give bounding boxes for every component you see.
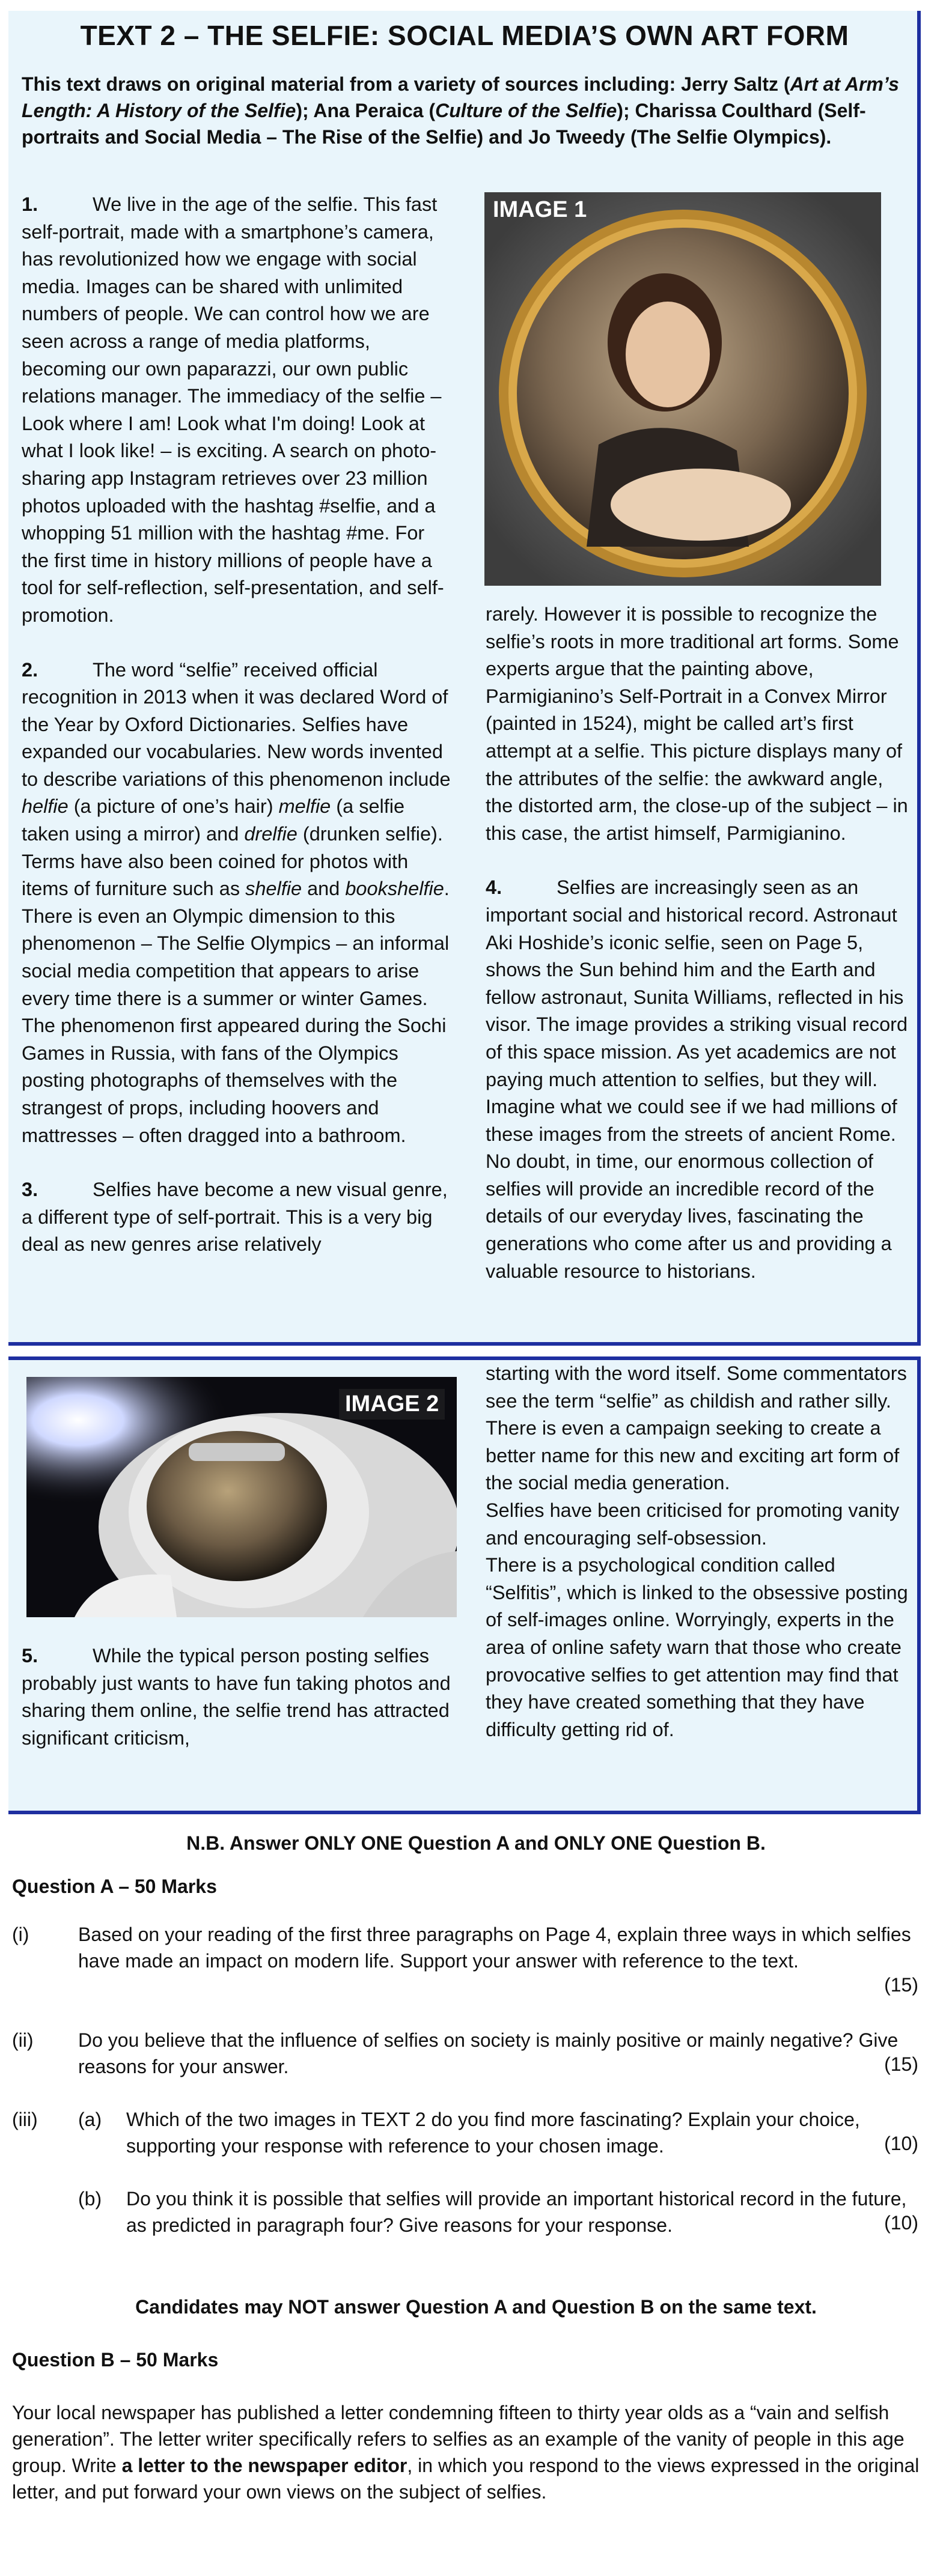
intro-sources <box>22 71 905 150</box>
paragraph-number: 4. <box>486 876 502 899</box>
intro-lead: This text draws on original material from a variety of sources including: Jerry Saltz ( <box>22 73 790 95</box>
left-column <box>22 1642 453 1752</box>
image-1-label: IMAGE 1 <box>493 197 587 222</box>
paragraph-text: . There is even an Olympic dimension to this phenomenon – The Selfie Olympics – an informal social media competition that appears to arise every time there is a summer or winter Games. The phenomenon first appeared during the Sochi Games in Russia, with fans of the Olympics posting photographs of themselves with the strangest of props, including hoovers and mattresses – often dragged into a bathroom. <box>22 878 450 1146</box>
right-column <box>486 601 909 1285</box>
paragraph-number: 3. <box>22 1179 38 1201</box>
question-iii-number: (iii) <box>12 2109 38 2130</box>
paragraph-5-continued-3 <box>486 1552 909 1743</box>
question-iii-b-number: (b) <box>78 2188 102 2210</box>
question-iii-b-marks: (10) <box>884 2212 918 2234</box>
question-b-text-bold: a letter to the newspaper editor <box>121 2455 407 2476</box>
paragraph-text: There is a psychological condition called “Selfitis”, which is linked to the obsessive posting of self-images online. Worryingly, experts in the area of online safety warn that those who create provocative selfies to get attention may find that they have created something that they have difficulty getting rid of. <box>486 1554 908 1740</box>
page-title: TEXT 2 – THE SELFIE: SOCIAL MEDIA’S OWN ART FORM <box>80 20 849 51</box>
question-iii-a-number: (a) <box>78 2109 102 2130</box>
paragraph-number: 1. <box>22 193 38 215</box>
text-panel-page-4 <box>8 11 921 1346</box>
paragraph-number: 5. <box>22 1645 38 1666</box>
paragraph-5 <box>22 1642 453 1752</box>
paragraph-text: No doubt, in time, our enormous collection of selfies will provide an incredible record of the details of our everyday lives, fascinating the generations who come after us and providing a valuable resource to historians. <box>486 1150 892 1282</box>
intro-mid1: ); Ana Peraica ( <box>296 100 436 121</box>
question-b-heading: Question B – 50 Marks <box>12 2349 219 2371</box>
intro-book1: Art at Arm’s Length: A History of the Selfie <box>22 73 899 121</box>
paragraph-text: rarely. However it is possible to recognize the selfie’s roots in more traditional art forms. Some experts argue that the painting above, Parmigianino’s Self-Portrait in a Convex Mirror (painted in 1524), might be called art’s first attempt at a selfie. This picture displays many of the attributes of the selfie: the awkward angle, the distorted arm, the close-up of the subject – in this case, the artist himself, Parmigianino. <box>486 603 908 844</box>
question-iii-a-text: Which of the two images in TEXT 2 do you find more fascinating? Explain your choice, supporting your response with reference to your chosen image. <box>126 2109 860 2157</box>
intro-mid2: ); Charissa Coulthard (Self-portraits and Social Media – The Rise of the Selfie) and Jo Tweedy (The Selfie Olympics). <box>22 100 866 148</box>
question-b-text-b: , in which you respond to the views expressed in the original letter, and put forward your own views on the subject of selfies. <box>12 2455 920 2503</box>
paragraph-3 <box>22 1176 453 1259</box>
convex-mirror-portrait-icon <box>484 192 881 586</box>
question-a-heading: Question A – 50 Marks <box>12 1876 217 1897</box>
intro-book2: Culture of the Selfie <box>435 100 617 121</box>
question-ii-text: Do you believe that the influence of selfies on society is mainly positive or mainly negative? Give reasons for your answer. <box>78 2029 899 2077</box>
question-b-text-a: Your local newspaper has published a letter condemning fifteen to thirty year olds as a “vain and selfish generation”. The letter writer specifically refers to selfies as an example of the vanity of people in this age group. Write <box>12 2402 905 2476</box>
question-iii-a-marks: (10) <box>884 2133 918 2154</box>
paragraph-5-continued-2 <box>486 1497 909 1552</box>
paragraph-text: We live in the age of the selfie. This fast self-portrait, made with a smartphone’s camera, has revolutionized how we engage with social media. Images can be shared with unlimited numbers of people. We can control how we are seen across a range of media platforms, becoming our own paparazzi, our own public relations manager. The immediacy of the selfie – Look where I am! Look what I'm doing! Look at what I look like! – is exciting. A search on photo-sharing app Instagram retrieves over 23 million photos uploaded with the hashtag #selfie, and a whopping 51 million with the hashtag #me. For the first time in history millions of people have a tool for self-reflection, self-presentation, and self-promotion. <box>22 193 444 626</box>
paragraph-number: 2. <box>22 658 38 681</box>
nb-instruction: N.B. Answer ONLY ONE Question A and ONLY ONE Question B. <box>186 1832 766 1854</box>
paragraph-text: Selfies have become a new visual genre, a different type of self-portrait. This is a very big deal as new genres arise relatively <box>22 1179 448 1256</box>
paragraph-1 <box>22 191 453 630</box>
paragraph-text: Selfies are increasingly seen as an important social and historical record. Astronaut Aki Hoshide’s iconic selfie, seen on Page 5, shows the Sun behind him and the Earth and fellow astronaut, Sunita Williams, reflected in his visor. The image provides a striking visual record of this space mission. As yet academics are not paying much attention to selfies, but they will. Imagine what we could see if we had millions of these images from the streets of ancient Rome. <box>486 876 908 1145</box>
paragraph-text: While the typical person posting selfies probably just wants to have fun taking photos and sharing them online, the selfie trend has attracted significant criticism, <box>22 1645 451 1749</box>
paragraph-text: The word “selfie” received official recognition in 2013 when it was declared Word of the Year by Oxford Dictionaries. Selfies have expanded our vocabularies. New words invented to describe variations of this phenomenon include <box>22 658 451 790</box>
question-i-marks: (15) <box>884 1974 918 1996</box>
paragraph-text: starting with the word itself. Some commentators see the term “selfie” as childish and rather silly. There is even a campaign seeking to create a better name for this new and exciting art form of the social media generation. <box>486 1362 907 1494</box>
paragraph-text: and <box>302 878 346 900</box>
question-ii-number: (ii) <box>12 2029 34 2051</box>
term-helfie: helfie <box>22 795 69 818</box>
text-panel-page-5 <box>8 1356 921 1814</box>
image-2-label: IMAGE 2 <box>339 1389 445 1420</box>
question-i-number: (i) <box>12 1924 29 1945</box>
question-i-text: Based on your reading of the first three paragraphs on Page 4, explain three ways in which selfies have made an impact on modern life. Support your answer with reference to the text. <box>78 1924 911 1972</box>
paragraph-4-continued <box>486 1148 909 1285</box>
paragraph-text: (drunken selfie). Terms have also been coined for photos with items of furniture such as <box>22 823 443 900</box>
term-drelfie: drelfie <box>244 823 298 845</box>
image-2-astronaut-selfie <box>26 1377 457 1617</box>
paragraph-text: (a picture of one’s hair) <box>68 795 279 818</box>
candidates-note: Candidates may NOT answer Question A and Question B on the same text. <box>135 2296 817 2318</box>
paragraph-5-continued <box>486 1360 909 1497</box>
paragraph-text: (a selfie taken using a mirror) and <box>22 795 405 845</box>
question-ii-marks: (15) <box>884 2053 918 2075</box>
term-melfie: melfie <box>278 795 331 818</box>
left-column <box>22 191 453 1259</box>
image-1-parmigianino-self-portrait <box>484 192 881 586</box>
term-bookshelfie: bookshelfie <box>345 878 444 900</box>
right-column <box>486 1360 909 1743</box>
paragraph-text: Selfies have been criticised for promoting vanity and encouraging self-obsession. <box>486 1499 900 1549</box>
paragraph-2 <box>22 657 453 1150</box>
question-b-text <box>12 2399 932 2505</box>
paragraph-4 <box>486 874 909 1148</box>
term-shelfie: shelfie <box>245 878 302 900</box>
paragraph-3-continued <box>486 601 909 847</box>
question-iii-b-text: Do you think it is possible that selfies will provide an important historical record in the future, as predicted in paragraph four? Give reasons for your response. <box>126 2188 907 2236</box>
